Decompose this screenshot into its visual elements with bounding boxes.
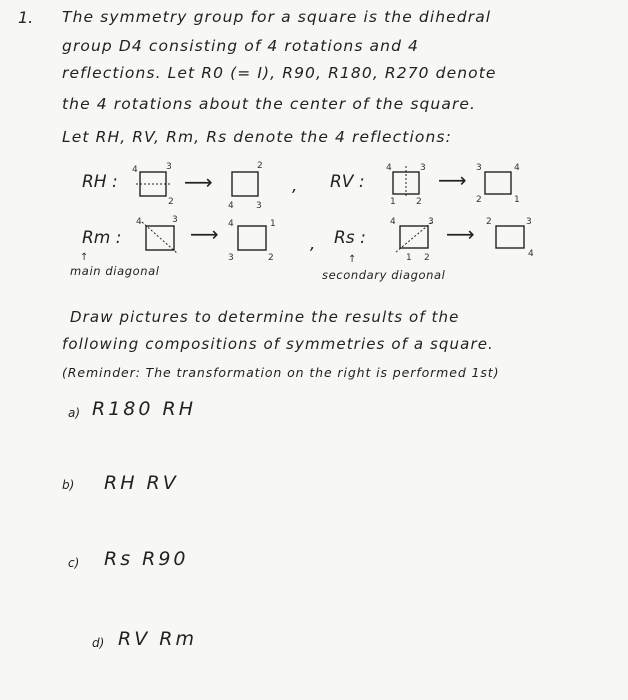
instruction-line-3: (Reminder: The transformation on the right is performed 1st) [62, 365, 500, 380]
rm-after-square [228, 219, 276, 263]
secondary-diagonal-note: secondary diagonal [322, 268, 446, 282]
svg-text:2: 2 [486, 217, 492, 227]
svg-text:1: 1 [390, 197, 396, 207]
svg-text:3: 3 [172, 215, 178, 225]
svg-text:1: 1 [270, 219, 276, 229]
rs-arrow: ⟶ [446, 222, 475, 246]
rh-before-square [132, 162, 174, 207]
rh-after-square [228, 161, 263, 211]
intro-line-3: reflections. Let R0 (= I), R90, R180, R270 denote [62, 64, 497, 82]
intro-line-2: group D4 consisting of 4 rotations and 4 [62, 37, 419, 55]
svg-text:4: 4 [386, 163, 392, 173]
rv-label: RV : [330, 172, 365, 192]
svg-text:2: 2 [476, 195, 482, 205]
svg-text:2: 2 [268, 253, 274, 263]
rv-arrow: ⟶ [438, 168, 467, 192]
question-b-expr: RH RV [104, 472, 179, 494]
svg-text:4: 4 [136, 217, 142, 227]
rh-arrow: ⟶ [184, 170, 213, 194]
rs-before-square [390, 217, 434, 263]
svg-text:3: 3 [476, 163, 482, 173]
question-c-label: c) [68, 556, 80, 570]
question-b-label: b) [62, 478, 75, 492]
svg-text:2: 2 [416, 197, 422, 207]
svg-text:1: 1 [514, 195, 520, 205]
svg-text:2: 2 [257, 161, 263, 171]
svg-text:3: 3 [256, 201, 262, 211]
rm-before-square [136, 215, 178, 254]
svg-text:3: 3 [526, 217, 532, 227]
rm-arrow: ⟶ [190, 222, 219, 246]
main-diagonal-arrow: ↑ [80, 252, 89, 263]
svg-text:3: 3 [420, 163, 426, 173]
rm-label: Rm : [82, 228, 122, 248]
secondary-diagonal-arrow: ↑ [348, 254, 357, 265]
question-d-label: d) [92, 636, 105, 650]
intro-line-1: The symmetry group for a square is the dihedral [62, 8, 492, 26]
rh-label: RH : [82, 172, 118, 192]
comma: , [292, 176, 298, 196]
svg-text:1: 1 [406, 253, 412, 263]
svg-text:4: 4 [228, 219, 234, 229]
question-a-expr: R180 RH [92, 398, 196, 420]
rs-after-square [486, 217, 534, 259]
svg-text:3: 3 [166, 162, 172, 172]
svg-text:4: 4 [528, 249, 534, 259]
question-d-expr: RV Rm [118, 628, 197, 650]
problem-number: 1. [18, 8, 34, 27]
comma: , [310, 234, 316, 254]
svg-text:3: 3 [428, 217, 434, 227]
instruction-line-2: following compositions of symmetries of a square. [62, 335, 494, 353]
svg-text:4: 4 [390, 217, 396, 227]
rv-before-square [386, 163, 426, 207]
svg-text:4: 4 [514, 163, 520, 173]
intro-line-4: the 4 rotations about the center of the square. [62, 95, 477, 113]
svg-text:4: 4 [132, 165, 138, 175]
svg-text:2: 2 [168, 197, 174, 207]
rv-after-square [476, 163, 520, 205]
question-c-expr: Rs R90 [104, 548, 189, 570]
question-a-label: a) [68, 406, 81, 420]
main-diagonal-note: main diagonal [70, 264, 160, 278]
rs-label: Rs : [334, 228, 366, 248]
svg-text:2: 2 [424, 253, 430, 263]
intro-line-5: Let RH, RV, Rm, Rs denote the 4 reflections: [62, 128, 452, 146]
svg-text:4: 4 [228, 201, 234, 211]
instruction-line-1: Draw pictures to determine the results of the [70, 308, 460, 326]
svg-text:3: 3 [228, 253, 234, 263]
